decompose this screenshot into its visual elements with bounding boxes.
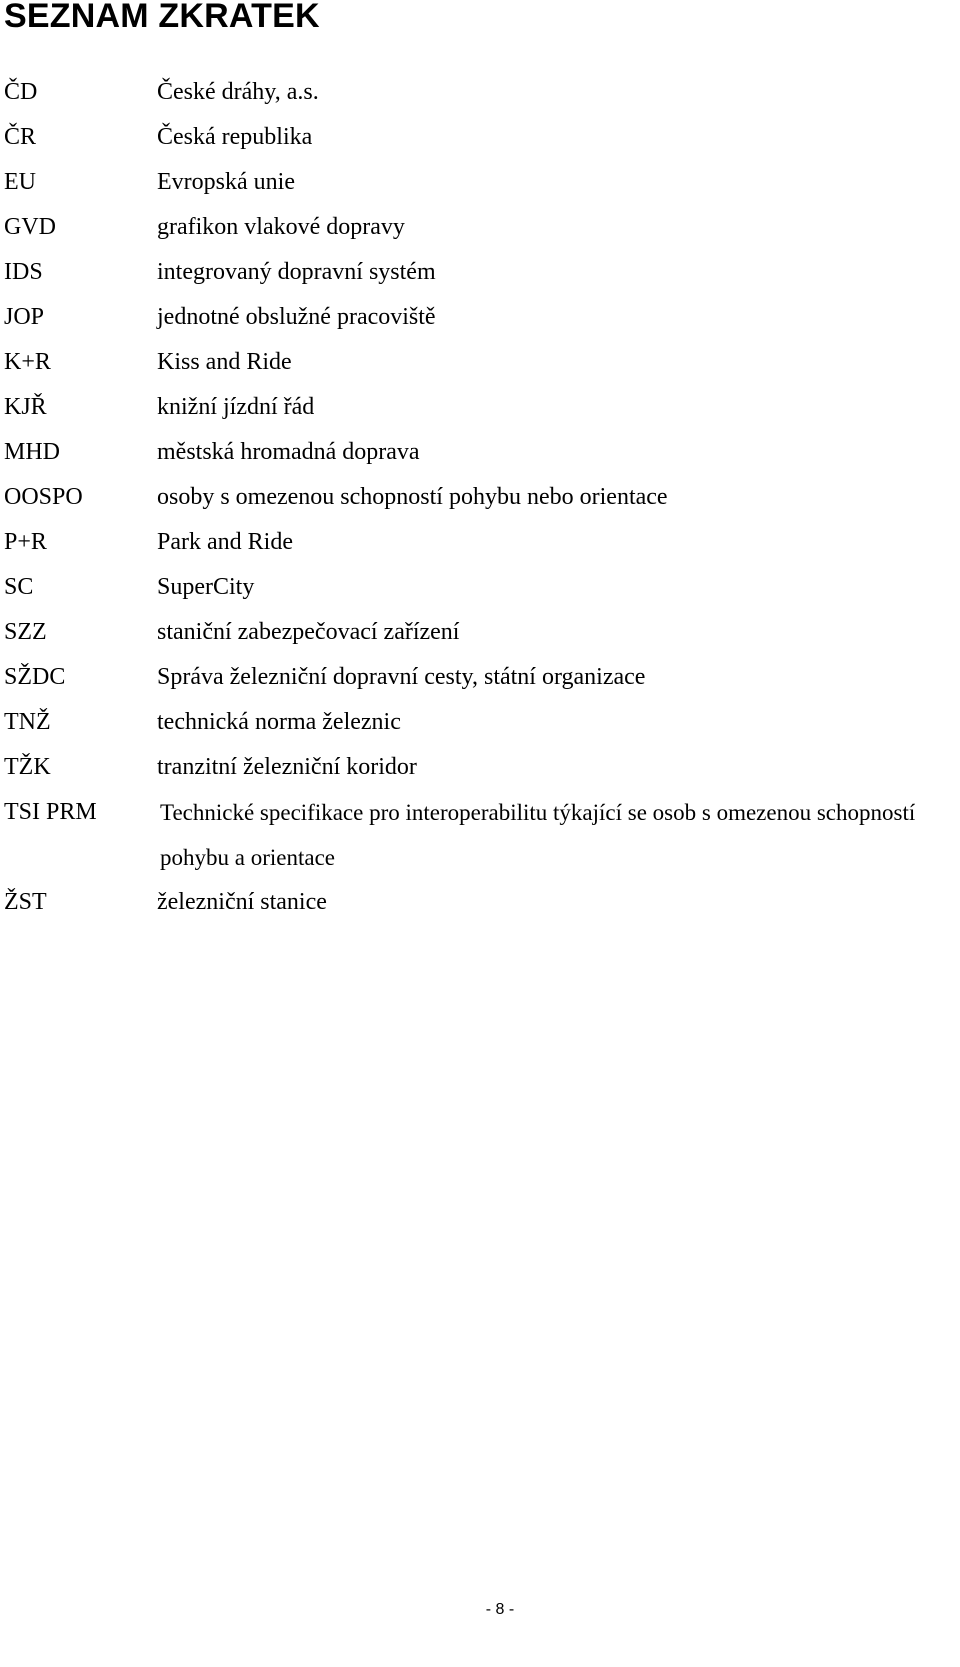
abbreviation: SŽDC <box>4 664 66 690</box>
abbreviation: EU <box>4 169 36 195</box>
abbreviation: OOSPO <box>4 484 83 510</box>
abbreviation: SZZ <box>4 619 47 645</box>
abbreviation: GVD <box>4 214 56 240</box>
abbreviation: IDS <box>4 259 43 285</box>
abbreviation-row <box>0 880 960 925</box>
abbreviation: MHD <box>4 439 61 465</box>
abbreviation: TNŽ <box>4 709 51 735</box>
abbreviation-row <box>0 655 960 700</box>
abbreviation-definition: integrovaný dopravní systém <box>157 259 436 285</box>
abbreviation-definition: tranzitní železniční koridor <box>157 754 417 780</box>
abbreviation: ČR <box>4 124 37 150</box>
abbreviation-list <box>0 70 960 925</box>
abbreviation-definition: městská hromadná doprava <box>157 439 420 465</box>
abbreviation-row <box>0 700 960 745</box>
abbreviation-definition: SuperCity <box>157 574 255 600</box>
abbreviation: SC <box>4 574 34 600</box>
abbreviation: K+R <box>4 349 51 375</box>
abbreviation: ČD <box>4 79 38 105</box>
abbreviation-row <box>0 790 960 880</box>
abbreviation: TSI PRM <box>4 799 97 825</box>
abbreviation: P+R <box>4 529 47 555</box>
abbreviation-row <box>0 205 960 250</box>
abbreviation-row <box>0 160 960 205</box>
abbreviation-row <box>0 745 960 790</box>
abbreviation-row <box>0 565 960 610</box>
abbreviation-definition: České dráhy, a.s. <box>157 79 319 105</box>
abbreviation-definition: Park and Ride <box>157 529 293 555</box>
abbreviation-row <box>0 430 960 475</box>
abbreviation-definition: grafikon vlakové dopravy <box>157 214 405 240</box>
abbreviation-row <box>0 250 960 295</box>
abbreviation-definition: technická norma železnic <box>157 709 401 735</box>
abbreviation-definition: Technické specifikace pro interoperabilitu týkající se osob s omezenou schopností pohybu a orientace <box>160 800 916 870</box>
abbreviation-definition: staniční zabezpečovací zařízení <box>157 619 460 645</box>
abbreviation-row <box>0 520 960 565</box>
abbreviation-row <box>0 70 960 115</box>
abbreviation-row <box>0 385 960 430</box>
page-title: SEZNAM ZKRATEK <box>4 0 320 35</box>
abbreviation-definition: jednotné obslužné pracoviště <box>157 304 436 330</box>
abbreviation-row <box>0 295 960 340</box>
abbreviation-row <box>0 610 960 655</box>
abbreviation: JOP <box>4 304 45 330</box>
abbreviation: KJŘ <box>4 394 47 420</box>
abbreviation-definition: Evropská unie <box>157 169 295 195</box>
abbreviation-definition: Kiss and Ride <box>157 349 292 375</box>
abbreviation: ŽST <box>4 889 47 915</box>
abbreviation: TŽK <box>4 754 51 780</box>
abbreviation-definition: Správa železniční dopravní cesty, státní organizace <box>157 664 646 690</box>
abbreviation-definition: knižní jízdní řád <box>157 394 315 420</box>
abbreviation-row <box>0 475 960 520</box>
abbreviation-definition: osoby s omezenou schopností pohybu nebo orientace <box>157 484 668 510</box>
abbreviation-definition: Česká republika <box>157 124 313 150</box>
abbreviation-definition: železniční stanice <box>157 889 327 915</box>
abbreviation-row <box>0 115 960 160</box>
abbreviation-row <box>0 340 960 385</box>
page-number: - 8 - <box>485 1601 515 1618</box>
